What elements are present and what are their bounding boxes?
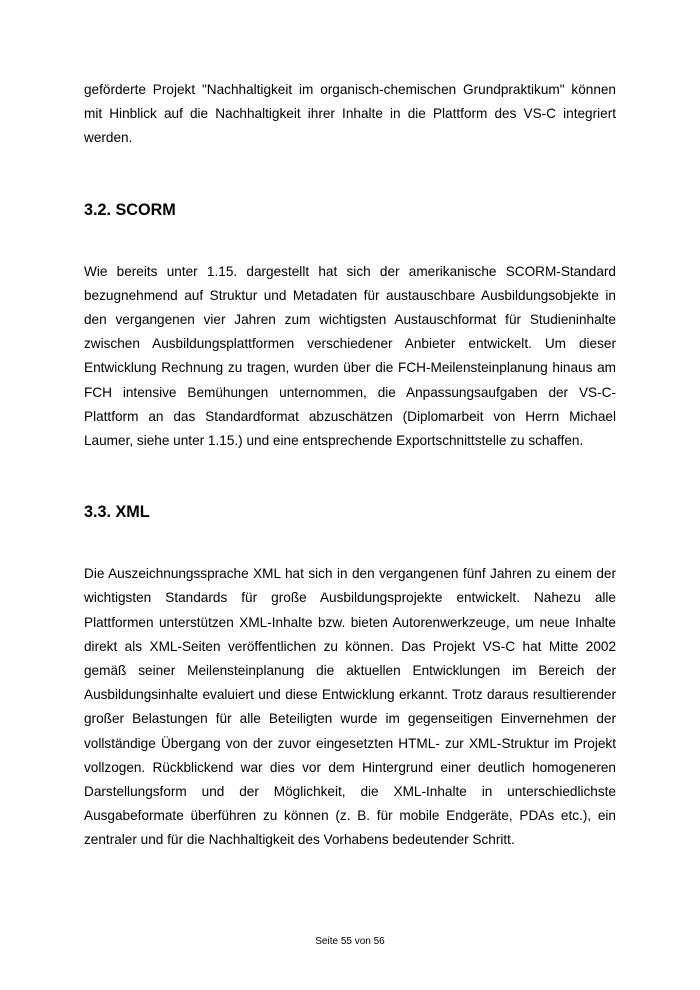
intro-paragraph: geförderte Projekt "Nachhaltigkeit im organisch-chemischen Grundpraktikum" können mit Hinblick auf die Nachhaltigkeit ihrer Inhalte in die Plattform des VS-C integriert werden. <box>84 82 616 146</box>
section-heading-scorm: 3.2. SCORM <box>84 200 176 219</box>
scorm-paragraph: Wie bereits unter 1.15. dargestellt hat sich der amerikanische SCORM-Standard bezugnehmend auf Struktur und Metadaten für austauschbare Ausbildungsobjekte in den vergangenen vier Jahren zum wichtigsten Austauschformat für Studieninhalte zwischen Ausbildungsplattformen verschiedener Anbieter entwickelt. Um dieser Entwicklung Rechnung zu tragen, wurden über die FCH-Meilensteinplanung hinaus am FCH intensive Bemühungen unternommen, die Anpassungsaufgaben der VS-C-Plattform an das Standardformat abzuschätzen (Diplomarbeit von Herrn Michael Laumer, siehe unter 1.15.) und eine entsprechende Exportschnittstelle zu schaffen. <box>84 263 616 449</box>
section-heading-xml: 3.3. XML <box>84 503 150 522</box>
page-footer: Seite 55 von 56 <box>315 936 385 947</box>
xml-paragraph: Die Auszeichnungssprache XML hat sich in den vergangenen fünf Jahren zu einem der wichtigsten Standards für große Ausbildungsprojekte entwickelt. Nahezu alle Plattformen unterstützen XML-Inhalte bzw. bieten Autorenwerkzeuge, um neue Inhalte direkt als XML-Seiten veröffentlichen zu können. Das Projekt VS-C hat Mitte 2002 gemäß seiner Meilensteinplanung die aktuellen Entwicklungen im Bereich der Ausbildungsinhalte evaluiert und diese Entwicklung erkannt. Trotz daraus resultierender großer Belastungen für alle Beteiligten wurde im gegenseitigen Einvernehmen der vollständige Übergang von der zuvor eingesetzten HTML- zur XML-Struktur im Projekt vollzogen. Rückblickend war dies vor dem Hintergrund einer deutlich homogeneren Darstellungsform und der Möglichkeit, die XML-Inhalte in unterschiedlichste Ausgabeformate überführen zu können (z. B. für mobile Endgeräte, PDAs etc.), ein zentraler und für die Nachhaltigkeit des Vorhabens bedeutender Schritt. <box>84 566 616 848</box>
document-page <box>84 78 616 853</box>
